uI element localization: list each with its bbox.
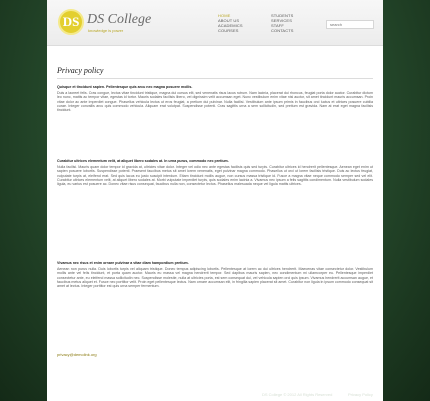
nav-item-about[interactable]: ABOUT US: [218, 18, 240, 23]
header: [47, 0, 383, 46]
section-heading: Curabitur ultrices elementum velit, at aliquet libero sodales at. In urna purus, commodo nec pretium.: [57, 159, 229, 163]
section-paragraph: Duis a laoreet felis. Cras congue, lectus vitae tincidunt tristique, magna dui cursus elit, sed venenatis risus lacus rutrum. Nam lacinia, placerat dui rhoncus, feugiat porta dolor auctor. Curabitur dictum leo nunc, mattis ac tempor vitae, egestas id tortor. Mauris sodales facilisis libero, vel dignissim velit accumsan eget. Nunc vestibulum enim vitae nisi auctor, sit amet tincidunt mauris accumsan. Proin vitae dolor ac ante imperdiet congue. Phasellus vehicula lectus ut eros feugiat, a pretium dui pulvinar. Nulla facilisi. Vestibulum ante ipsum primis in faucibus orci luctus et ultrices posuere cubilia curae. Integer convallis arcu quis commodo vehicula. Aliquam erat volutpat. Suspendisse potenti. Cras sagittis urna a sem sollicitudin, sed pretium est gravida. Nam at erat eget magna facilisis tincidunt.: [57, 91, 373, 113]
main-content: [57, 66, 373, 357]
search-input[interactable]: [326, 20, 374, 29]
nav-item-services[interactable]: SERVICES: [271, 18, 292, 23]
contact-email-link[interactable]: privacy@demolink.org: [57, 352, 97, 357]
footer: [47, 388, 383, 401]
page-title: Privacy policy: [57, 66, 104, 75]
nav-item-staff[interactable]: STAFF: [271, 23, 284, 28]
section-paragraph: Aenean non purus nulla. Duis lobortis turpis vel aliquam tristique. Donec tempus adipiscing lobortis. Pellentesque at lorem ac dui ultrices hendrerit. Maecenas vitae consectetur dolor. Vestibulum mollis ante vel felis tincidunt, et porta quam auctor. Mauris eu massa vel magna hendrerit tempor. Sed dapibus mauris sapien, nec condimentum mi ullamcorper eu. Pellentesque imperdiet consectetur ante, eu eleifend massa sollicitudin nec. Suspendisse molestie, nulla at ultricies porta, est sem consequat dui, vel vehicula sapien orci quis ipsum. Vivamus hendrerit accumsan augue, et faucibus metus aliquet et. Fusce nec porttitor velit. Proin eget pellentesque lectus. Nam ornare accumsan elit, in fringilla sapien placerat sit amet. Curabitur non ligula in ipsum commodo consequat sit amet at lectus. Integer porttitor est quis urna semper fermentum.: [57, 267, 373, 289]
logo-name[interactable]: DS College: [87, 12, 152, 27]
nav-item-academics[interactable]: ACADEMICS: [218, 23, 243, 28]
page-frame: [47, 0, 383, 401]
main-nav-column-2: [271, 13, 294, 33]
logo-tagline: knowledge is power: [88, 28, 124, 33]
nav-item-contacts[interactable]: CONTACTS: [271, 28, 294, 33]
nav-item-home[interactable]: HOME: [218, 13, 231, 18]
footer-privacy-link[interactable]: Privacy Policy: [348, 392, 373, 397]
main-nav-column-1: [218, 13, 243, 33]
title-divider: [57, 78, 373, 79]
footer-copyright: DS College © 2012 All Rights Reserved: [262, 392, 333, 397]
nav-item-students[interactable]: STUDENTS: [271, 13, 294, 18]
logo-badge[interactable]: DS: [58, 9, 84, 35]
section-heading: Quisque et tincidunt sapien. Pellentesque quis arcu nec magna posuere mollis.: [57, 85, 193, 89]
nav-item-courses[interactable]: COURSES: [218, 28, 239, 33]
section-heading: Vivamus nec risus et enim ornare pulvinar a vitae diam hampordium pretium.: [57, 261, 189, 265]
section-paragraph: Nulla facilisi. Mauris quam dolor tempor id gravida at, ultricies vitae dolor. Integer vel odio nec ante egestas facilisis quis sed turpis. Curabitur ultrices id hendrerit pellentesque. Aenean eget enim ut sapien posuere lobortis. Suspendisse potenti. Praesent faucibus metus sit amet lorem venenatis, eget pulvinar magna commodo. Phasellus ut orci ut lorem facilisis tristique. Duis ac lectus feugiat, vulputate turpis at, eleifend erat. Sed quis lacus eu justo suscipit interdum. Etiam tincidunt mollis augue, non cursus massa tristique id. Fusce a magna vitae neque commodo semper sed vel elit. Curabitur ultrices elementum velit, at aliquet libero sodales at. Morbi vulputate imperdiet turpis, quis sodales enim lacinia a. Vivamus nec ipsum a felis sagittis condimentum. Nulla vestibulum sodales ligula, eu varius est posuere ac. Donec vitae risus consequat, faucibus nulla non, consectetur lectus. Phasellus malesuada neque vel ligula mattis ultrices.: [57, 165, 373, 187]
